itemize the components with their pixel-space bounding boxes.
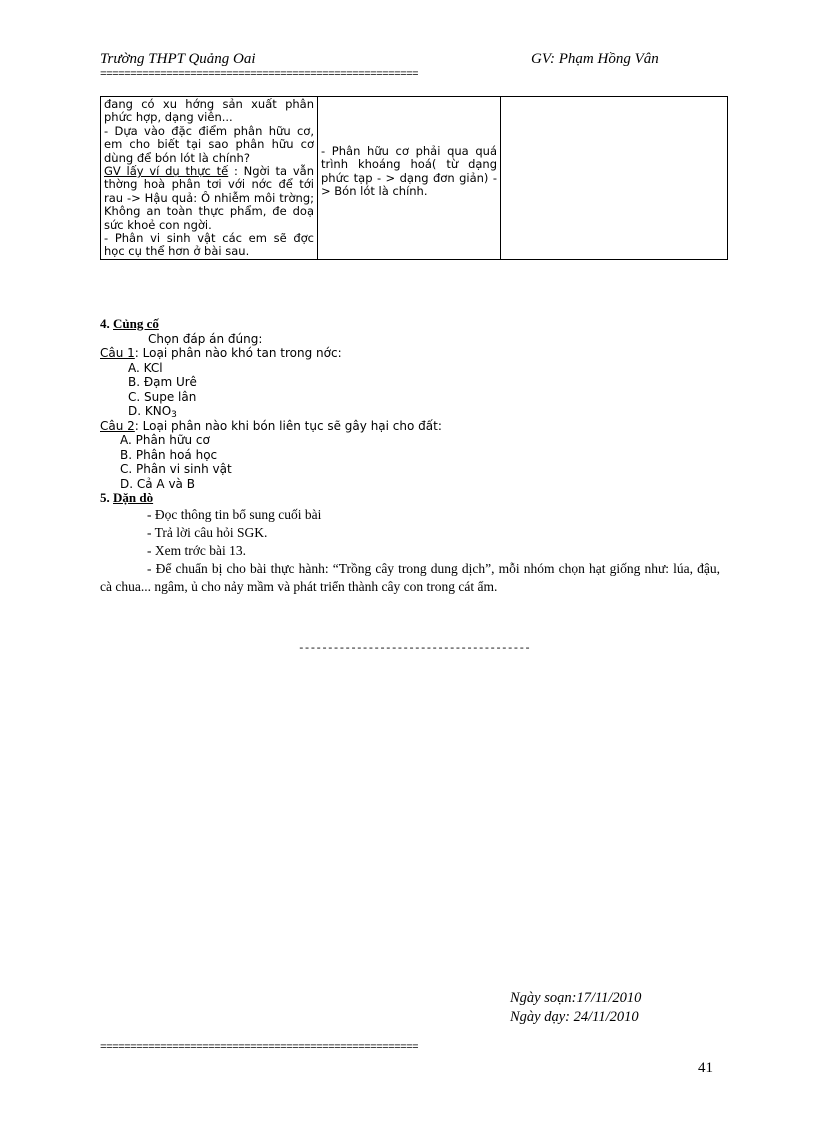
end-separator: ----------------------------------------	[298, 643, 531, 655]
teacher-activity-cell	[101, 97, 318, 260]
homework-item-1: - Đọc thông tin bổ sung cuối bài	[147, 506, 322, 522]
q1-option-d-text: D. KNO	[128, 404, 172, 418]
date-taught: Ngày dạy: 24/11/2010	[510, 1009, 639, 1025]
q2-option-b: B. Phân hoá học	[120, 447, 218, 462]
question-2	[100, 419, 720, 434]
homework-item-2: - Trả lời câu hỏi SGK.	[147, 524, 268, 540]
section-4-heading	[100, 317, 720, 332]
col1-gv-paragraph	[104, 165, 314, 232]
col1-line-1: đang có xu hớng sản xuất phân phức hợp, dạng viên...	[104, 97, 314, 125]
section-5-list	[100, 506, 720, 596]
homework-item-4: - Để chuẩn bị cho bài thực hành: “Trồng cây trong dung dịch”, mỗi nhóm chọn hạt giống như: lúa, đậu, cà chua... ngâm, ủ cho nảy mầm và phát triển thành cây con trong cát ẩm.	[100, 560, 720, 594]
lesson-body	[100, 317, 720, 596]
section-5-heading	[100, 491, 720, 506]
date-prepared: Ngày soạn:17/11/2010	[510, 990, 642, 1006]
col2-text: - Phân hữu cơ phải qua quá trình khoáng hoá( từ dạng phức tạp - > dạng đơn giản) -> Bón lót là chính.	[321, 144, 497, 199]
col1-gv-text: : Ngời ta vẫn thờng hoà phân tơi với nớc để tới rau -> Hậu quả: Ô nhiễm môi trờng; Không an toàn thực phẩm, đe doạ sức khoẻ con ngời.	[104, 164, 314, 232]
col1-gv-label: GV lấy ví dụ thực tế	[104, 164, 229, 179]
section-4-title: Củng cố	[113, 316, 159, 331]
header-rule: =====================================================	[100, 70, 419, 80]
question-1-text: : Loại phân nào khó tan trong nớc:	[134, 346, 342, 360]
section-4-intro: Chọn đáp án đúng:	[148, 331, 263, 346]
question-1	[100, 346, 720, 361]
q2-option-d: D. Cả A và B	[120, 476, 195, 491]
lesson-table	[100, 96, 728, 260]
col1-line-last: - Phân vi sinh vật các em sẽ đợc học cụ thể hơn ở bài sau.	[104, 231, 314, 259]
section-4-number: 4.	[100, 316, 113, 331]
question-2-text: : Loại phân nào khi bón liên tục sẽ gây hại cho đất:	[134, 418, 442, 433]
q1-option-d	[100, 404, 720, 419]
footer-rule: =====================================================	[100, 1043, 419, 1053]
q2-option-a: A. Phân hữu cơ	[120, 433, 210, 447]
q1-option-a: A. KCl	[128, 360, 163, 375]
section-5-number: 5.	[100, 490, 113, 505]
table-row	[101, 97, 728, 260]
q1-option-b: B. Đạm Urê	[128, 375, 197, 389]
q1-option-d-subscript: 3	[171, 410, 177, 420]
header-teacher: GV: Phạm Hồng Vân	[531, 51, 659, 67]
q2-option-c: C. Phân vi sinh vật	[120, 462, 232, 476]
section-5-title: Dặn dò	[113, 490, 154, 505]
col1-line-2: - Dựa vào đặc điểm phân hữu cơ, em cho biết tại sao phân hữu cơ dùng để bón lót là chính?	[104, 123, 314, 165]
empty-cell	[501, 97, 728, 260]
homework-item-3: - Xem trớc bài 13.	[147, 542, 246, 558]
header-school: Trường THPT Quảng Oai	[100, 51, 256, 67]
question-1-label: Câu 1	[100, 346, 135, 360]
q1-option-c: C. Supe lân	[128, 389, 197, 404]
page-number: 41	[698, 1060, 713, 1076]
question-2-label: Câu 2	[100, 418, 135, 433]
content-cell	[318, 97, 501, 260]
